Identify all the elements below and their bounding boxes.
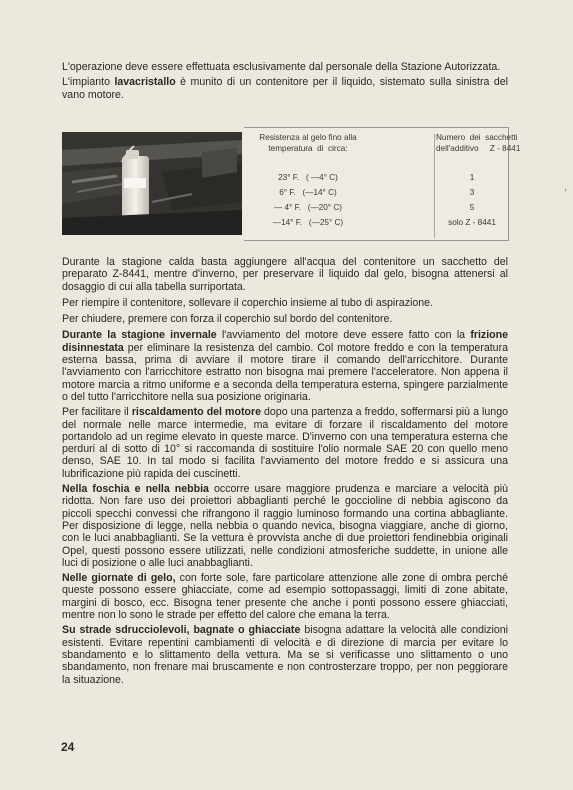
table-cell-bags: 1 <box>469 173 475 182</box>
table-cell-temp: —14° F. (—25° C) <box>272 218 344 227</box>
antifreeze-table <box>244 127 521 241</box>
intro-paragraph-2: L'impianto lavacristallo è munito di un contenitore per il liquido, sistemato sulla sinistra del vano motore. <box>62 76 508 101</box>
paragraph-fill: Per riempire il contenitore, sollevare il coperchio insieme al tubo di aspirazione. <box>62 296 433 309</box>
intro-section <box>62 61 508 104</box>
table-cell-temp: 6° F. (—14° C) <box>279 188 337 197</box>
table-cell-temp: 23° F. ( —4° C) <box>278 173 338 182</box>
page-number: 24 <box>61 740 75 754</box>
paragraph-frost: Nelle giornate di gelo, con forte sole, fare particolare attenzione alle zone di ombra perché queste possono essere ghiacciate, come ad esempio sottopassaggi, limiti di zone abitate, margini di bosco, ecc. Bisogna tener presente che anche i ponti possono essere ghiacciati, mentre non lo sono le strade per effetto del calore che emana la terra. <box>62 572 509 622</box>
table-cell-bags: solo Z - 8441 <box>448 218 496 227</box>
table-cell-bags: 5 <box>469 203 475 212</box>
table-header-bags: Numero dei sacchetti dell'additivo Z - 8441 <box>436 133 521 153</box>
table-cell-bags: 3 <box>469 188 475 197</box>
table-header-temperature: Resistenza al gelo fino alla temperatura di circa: <box>259 133 357 153</box>
intro-paragraph-1: L'operazione deve essere effettuata esclusivamente dal personale della Stazione Autorizzata. <box>62 61 501 73</box>
paragraph-fog: Nella foschia e nella nebbia occorre usare maggiore prudenza e marciare a velocità più ridotta. Non fare uso dei proiettori abbaglianti perché le goccioline di nebbia agiscono da piccoli specchi convessi che rifrangono il raggio luminoso formando una cortina abbagliante. Per disposizione di legge, nella nebbia o quando nevica, bisogna viaggiare, anche di giorno, con le luci anabbaglianti. Se la vettura è provvista anche di due proiettori fendinebbia originali Opel, questi possono essere utilizzati, nelle condizioni atmosferiche suddette, in unione alle luci di posizione o alle luci anabbaglianti. <box>62 483 508 569</box>
paragraph-close: Per chiudere, premere con forza il coperchio sul bordo del contenitore. <box>62 313 393 326</box>
washer-reservoir-photo <box>62 132 242 235</box>
paragraph-slippery-roads: Su strade sdrucciolevoli, bagnate o ghiacciate bisogna adattare la velocità alle condizioni esistenti. Evitare repentini cambiamenti di velocità e di direzione di marcia per evitare lo sbandamento e lo slittamento della vettura. Ma se si verificasse uno slittamento o uno sbandamento, non frenare mai bruscamente e non controsterzare troppo, per non peggiorare la situazione. <box>62 624 508 686</box>
paragraph-summer-dosage: Durante la stagione calda basta aggiungere all'acqua del contenitore un sacchetto del preparato Z-8441, mentre d'inverno, per preservare il liquido dal gelo, bisogna attenersi al dosaggio di cui alla tabella surriportata. <box>62 256 508 293</box>
paragraph-engine-warmup: Per facilitare il riscaldamento del motore dopo una partenza a freddo, soffermarsi più a lungo del normale nelle marce intermedie, ma evitare di forzare il riscaldamento del motore portandolo ad un regime elevato in queste marce. D'inverno con una temperatura esterna che perduri al di sotto di 10° si raccomanda di sostituire l'olio normale SAE 20 con quello meno denso, SAE 10. In tal modo si facilita l'avviamento del motore freddo e si assicura una lubrificazione più rapida dei cuscinetti. <box>62 406 508 480</box>
body-section <box>62 256 508 686</box>
table-column-divider <box>434 134 435 238</box>
margin-mark: ‘ <box>564 186 567 200</box>
table-cell-temp: — 4° F. (—20° C) <box>274 203 342 212</box>
paragraph-winter-start: Durante la stagione invernale l'avviamento del motore deve essere fatto con la frizione disinnestata per eliminare la resistenza del cambio. Col motore freddo e con la temperatura esterna bassa, prima di avviare il motore tirare il comando dell'arricchitore. Durante l'avviamento con l'arricchitore estratto non bisogna mai premere l'acceleratore. Non appena il motore marcia a ritmo uniforme e a seconda della temperatura esterna, spingere parzialmente o del tutto l'arricchitore nella sua posizione originaria. <box>62 329 508 403</box>
washer-figure-row <box>62 127 521 239</box>
lavacristallo-term: lavacristallo <box>114 76 176 89</box>
